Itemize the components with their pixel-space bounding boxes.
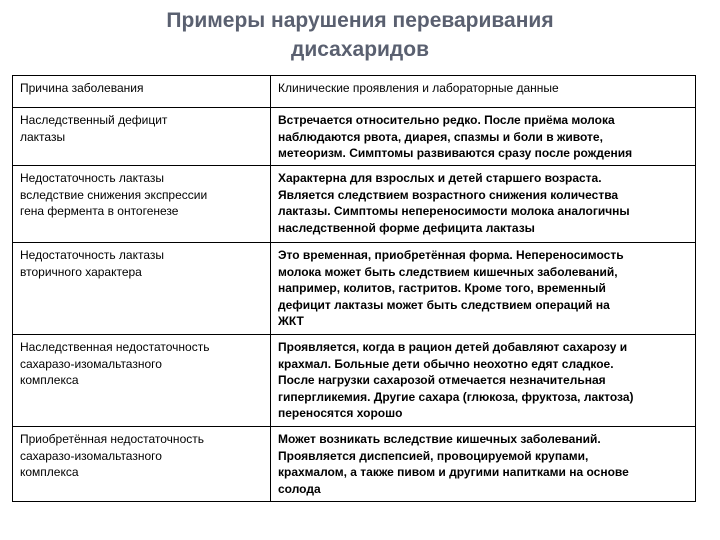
slide-title-line-2: дисахаридов	[290, 38, 430, 61]
slide-title-line-1: Примеры нарушения переваривания	[166, 9, 554, 32]
cause-cell: Приобретённая недостаточность сахаразо-изомальтазного комплекса	[13, 427, 271, 502]
table-row	[13, 166, 696, 243]
clinical-cell: Характерна для взрослых и детей старшего возраста. Является следствием возрастного снижения количества лактазы. Симптомы непереносимости молока аналогичны наследственной форме дефицита лактазы	[271, 166, 696, 243]
table-header-row	[13, 76, 696, 108]
slide-title	[0, 6, 720, 64]
cause-cell: Недостаточность лактазы вторичного характера	[13, 243, 271, 335]
table-row	[13, 243, 696, 335]
cause-cell: Наследственная недостаточность сахаразо-изомальтазного комплекса	[13, 335, 271, 427]
cause-cell: Наследственный дефицит лактазы	[13, 108, 271, 166]
clinical-cell: Может возникать вследствие кишечных заболеваний. Проявляется диспепсией, провоцируемой крупами, крахмалом, а также пивом и другими напитками на основе солода	[271, 427, 696, 502]
table-row	[13, 108, 696, 166]
disaccharide-disorders-table	[12, 75, 696, 502]
header-cause-cell: Причина заболевания	[13, 76, 271, 108]
clinical-cell: Проявляется, когда в рацион детей добавляют сахарозу и крахмал. Больные дети обычно неохотно едят сладкое. После нагрузки сахарозой отмечается незначительная гипергликемия. Другие сахара (глюкоза, фруктоза, лактоза) переносятся хорошо	[271, 335, 696, 427]
cause-cell: Недостаточность лактазы вследствие снижения экспрессии гена фермента в онтогенезе	[13, 166, 271, 243]
table-row	[13, 427, 696, 502]
clinical-cell: Это временная, приобретённая форма. Непереносимость молока может быть следствием кишечных заболеваний, например, колитов, гастритов. Кроме того, временный дефицит лактазы может быть следствием операций на ЖКТ	[271, 243, 696, 335]
clinical-cell: Встречается относительно редко. После приёма молока наблюдаются рвота, диарея, спазмы и боли в животе, метеоризм. Симптомы развиваются сразу после рождения	[271, 108, 696, 166]
table-row	[13, 335, 696, 427]
header-clinical-cell: Клинические проявления и лабораторные данные	[271, 76, 696, 108]
